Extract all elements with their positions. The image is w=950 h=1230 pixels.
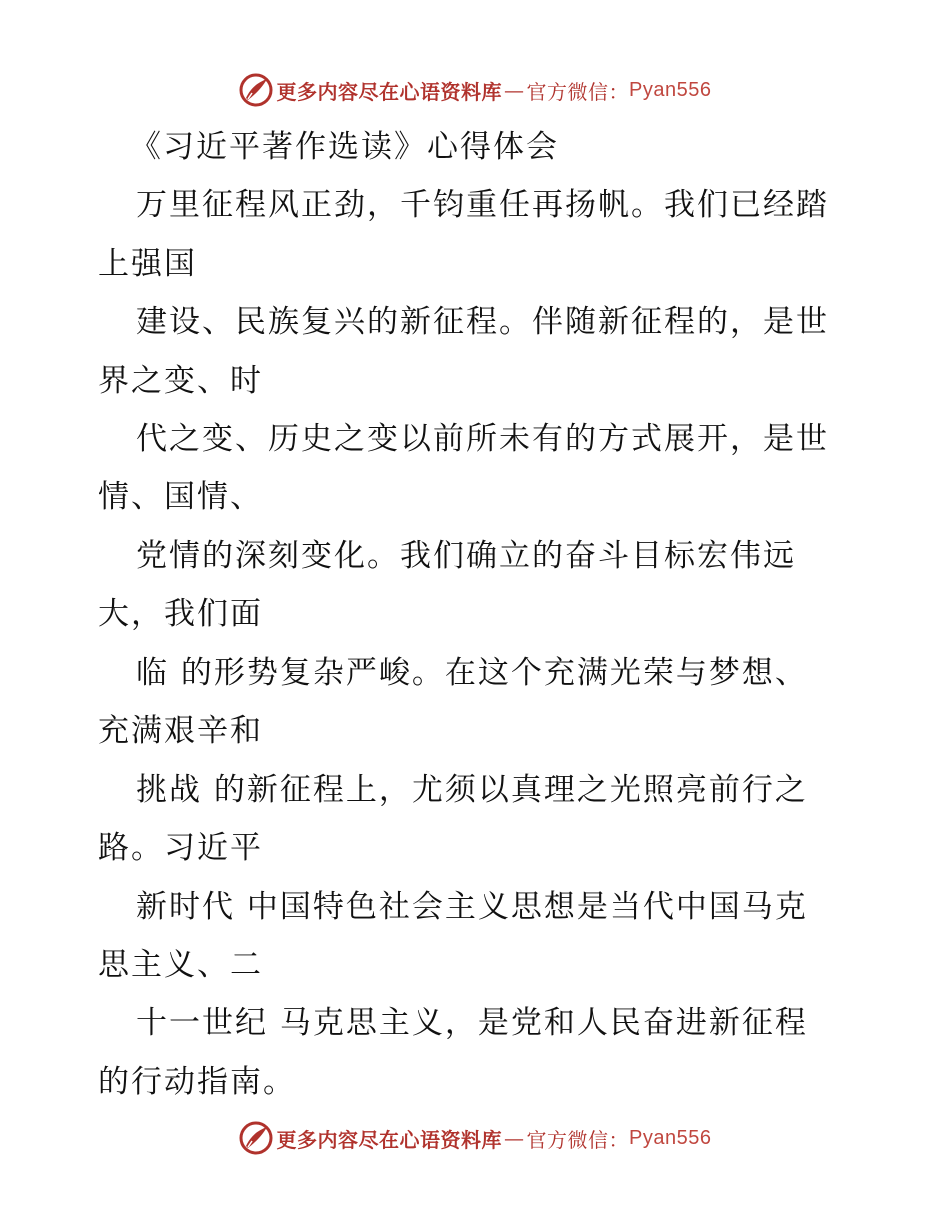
paragraph-line: 思主义、二 xyxy=(98,947,263,983)
footer-banner xyxy=(0,1118,950,1158)
paragraph-line: 情、国情、 xyxy=(98,479,263,515)
paragraph-line: 的行动指南。 xyxy=(98,1064,296,1100)
document-title: 《习近平著作选读》心得体会 xyxy=(130,129,559,165)
site-name: 更多内容尽在心语资料库 xyxy=(276,1127,503,1152)
wechat-id: Pyan556 xyxy=(629,1126,712,1149)
paragraph-line: 建设、民族复兴的新征程。伴随新征程的，是世 xyxy=(136,304,829,340)
paragraph-line: 上强国 xyxy=(98,246,197,282)
paragraph-line: 十一世纪 马克思主义，是党和人民奋进新征程 xyxy=(136,1005,808,1041)
paragraph-line: 挑战 的新征程上，尤须以真理之光照亮前行之 xyxy=(136,772,808,808)
wechat-label: 官方微信： xyxy=(526,1127,630,1152)
paragraph-line: 代之变、历史之变以前所未有的方式展开，是世 xyxy=(136,421,829,457)
paragraph-line: 路。习近平 xyxy=(98,830,263,866)
wechat-label: 官方微信： xyxy=(526,79,630,104)
paragraph-line: 党情的深刻变化。我们确立的奋斗目标宏伟远 xyxy=(136,538,796,574)
paragraph-line: 新时代 中国特色社会主义思想是当代中国马克 xyxy=(136,889,808,925)
wechat-id: Pyan556 xyxy=(629,78,712,101)
site-name: 更多内容尽在心语资料库 xyxy=(276,79,503,104)
paragraph-line: 万里征程风正劲，千钧重任再扬帆。我们已经踏 xyxy=(136,187,829,223)
paragraph-line: 充满艰辛和 xyxy=(98,713,263,749)
banner-dash: — xyxy=(504,1126,525,1150)
paragraph-line: 大，我们面 xyxy=(98,596,263,632)
paragraph-line: 界之变、时 xyxy=(98,363,263,399)
pen-logo-icon xyxy=(239,1121,273,1155)
paragraph-line: 临 的形势复杂严峻。在这个充满光荣与梦想、 xyxy=(136,655,808,691)
banner-dash: — xyxy=(504,78,525,102)
